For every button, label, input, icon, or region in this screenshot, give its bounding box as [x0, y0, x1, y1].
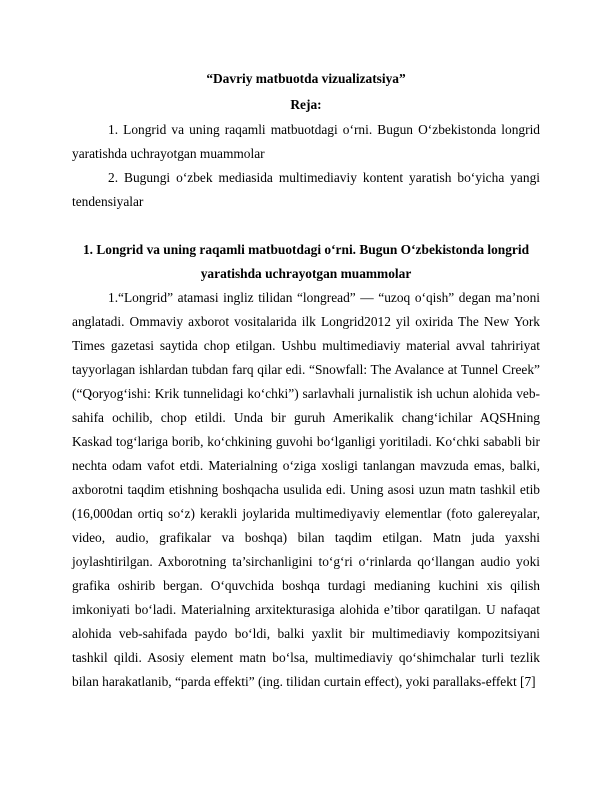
section-heading: 1. Longrid va uning raqamli matbuotdagi o‘rni. Bugun O‘zbekistonda longrid yaratishda uchrayotgan muammolar [82, 242, 530, 281]
plan-item: 2. Bugungi o‘zbek mediasida multimediaviy kontent yaratish bo‘yicha yangi tendensiyalar [72, 170, 540, 209]
plan-heading: Reja: [290, 97, 322, 112]
document-title: “Davriy matbuotda vizualizatsiya” [206, 71, 406, 86]
body-paragraph: 1.“Longrid” atamasi ingliz tilidan “longread” — “uzoq o‘qish” degan ma’noni anglatadi. Ommaviy axborot vositalarida ilk Longrid2012 yil oxirida The New York Times gazetasi saytida chop etilgan. Ushbu multimediaviy material avval tahririyat tayyorlagan ishlardan tubdan farq qilar edi. “Snowfall: The Avalance at Tunnel Creek” (“Qoryog‘ishi: Krik tunnelidagi ko‘chki”) sarlavhali jurnalistik ish uchun alohida veb-sahifa ochilib, chop etildi. Unda bir guruh Amerikalik chang‘ichilar AQSHning Kaskad tog‘lariga borib, ko‘chkining guvohi bo‘lganligi yoritiladi. Ko‘chki sababli bir nechta odam vafot etdi. Materialning o‘ziga xosligi tanlangan mavzuda emas, balki, axborotni taqdim etishning boshqacha usulida edi. Uning asosi uzun matn tashkil etib (16,000dan ortiq so‘z) kerakli joylarida multimediyaviy elementlar (foto galereyalar, video, audio, grafikalar va boshqa) bilan taqdim etilgan. Matn juda yaxshi joylashtirilgan. Axborotning ta’sirchanligini to‘g‘ri o‘rinlarda qo‘llangan audio yoki grafika oshirib bergan. O‘quvchida boshqa turdagi medianing kuchini xis qilish imkoniyati bo‘ladi. Materialning arxitekturasiga alohida e’tibor qaratilgan. U nafaqat alohida veb-sahifada paydo bo‘ldi, balki yaxlit bir multimediaviy kompozitsiyani tashkil qildi. Asosiy element matn bo‘lsa, multimediaviy qo‘shimchalar turli tezlik bilan harakatlanib, “parda effekti” (ing. tilidan curtain effect), yoki parallaks-effekt [7] [72, 290, 540, 689]
plan-item: 1. Longrid va uning raqamli matbuotdagi o‘rni. Bugun O‘zbekistonda longrid yaratishda uchrayotgan muammolar [72, 122, 540, 161]
